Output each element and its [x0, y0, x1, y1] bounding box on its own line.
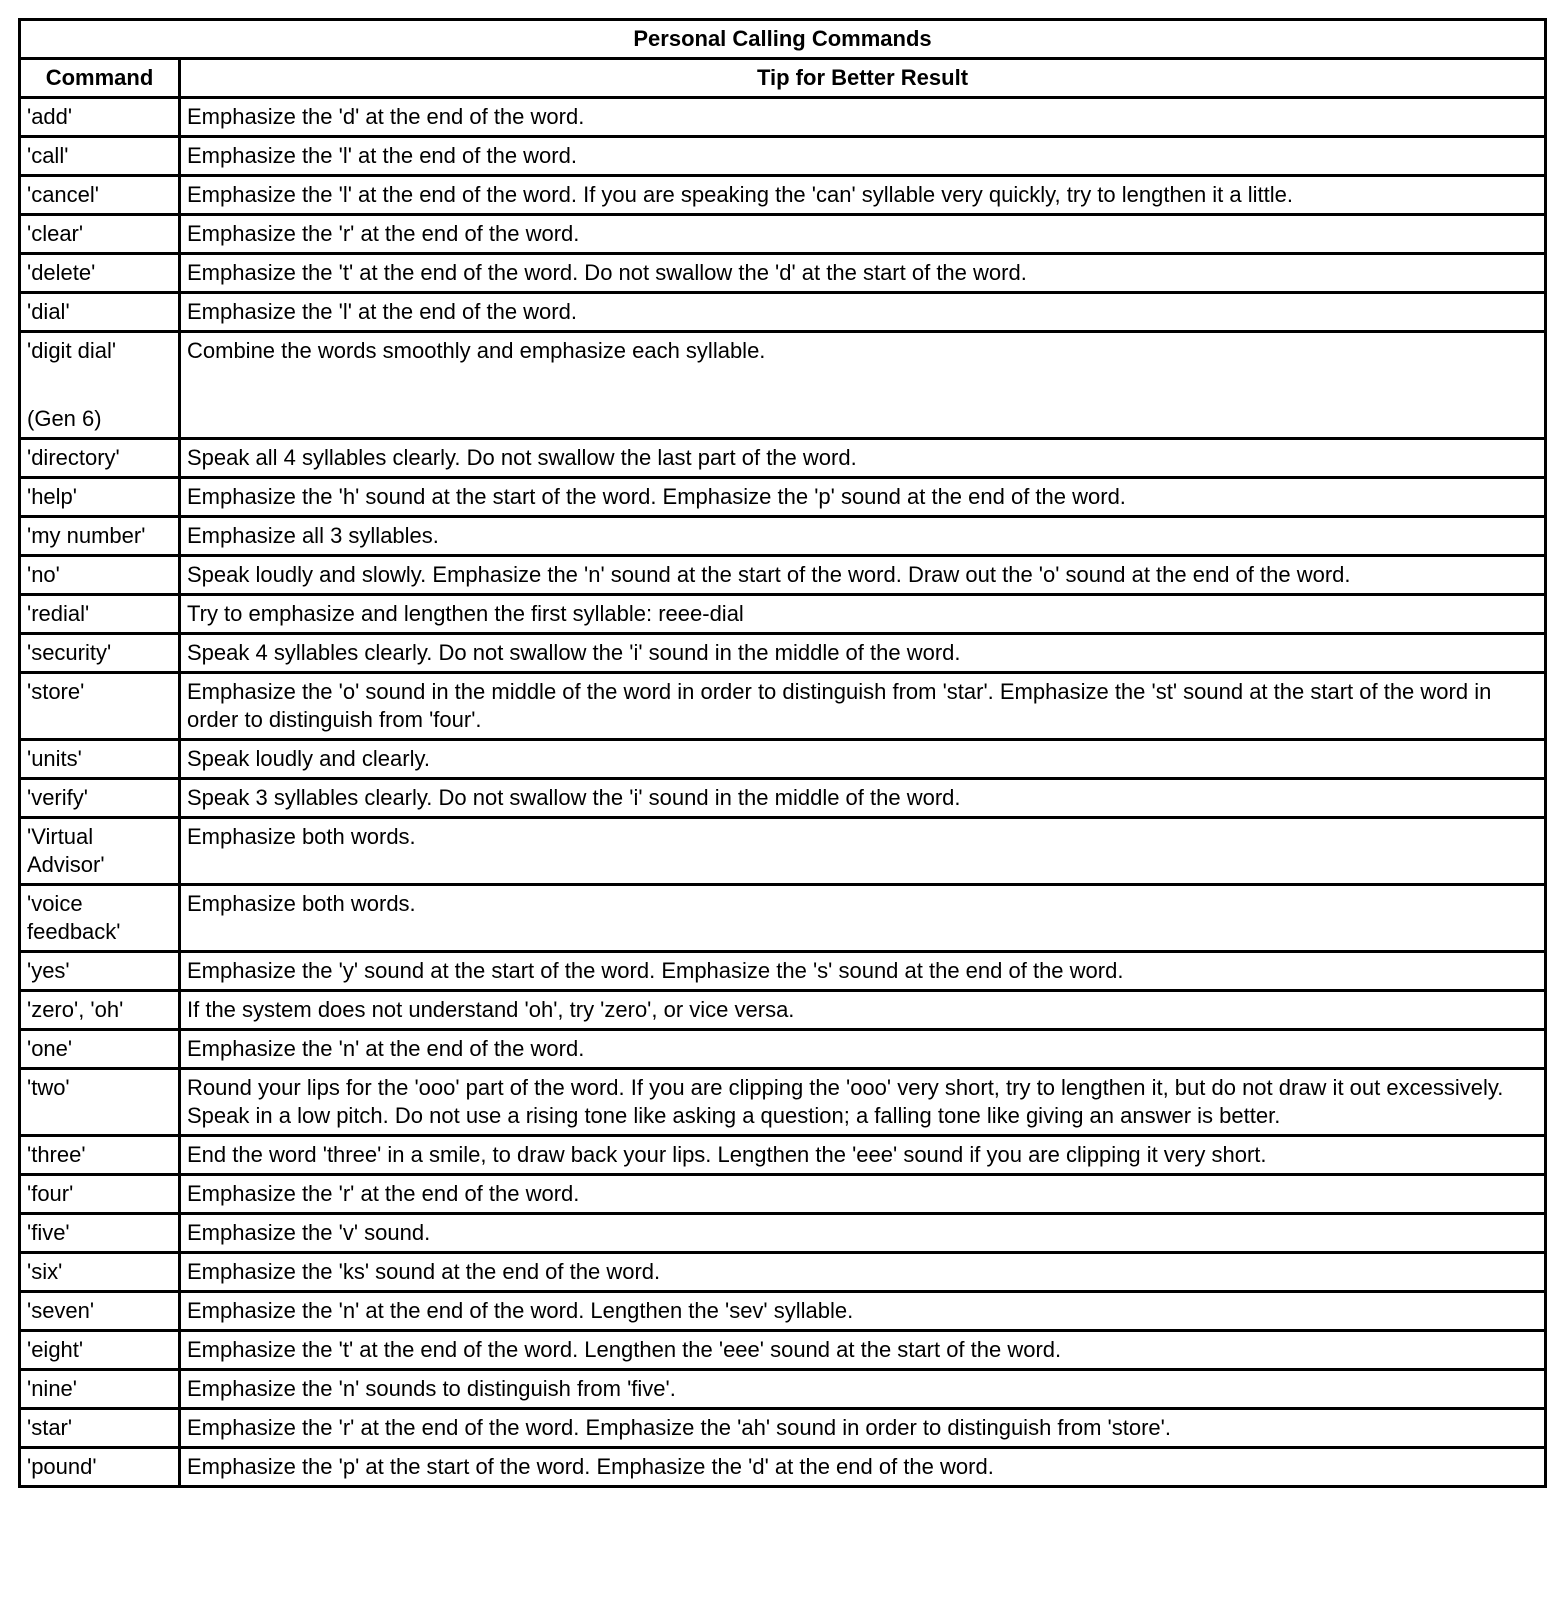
command-cell: 'clear' [20, 215, 180, 254]
command-cell: 'no' [20, 556, 180, 595]
table-row [20, 1136, 1546, 1175]
command-cell: 'one' [20, 1030, 180, 1069]
tip-cell: Try to emphasize and lengthen the first syllable: reee-dial [180, 595, 1546, 634]
table-row [20, 1331, 1546, 1370]
command-text: 'digit dial' [27, 338, 117, 363]
table-row [20, 634, 1546, 673]
tip-cell: Emphasize the 'r' at the end of the word. [180, 215, 1546, 254]
command-cell: 'seven' [20, 1292, 180, 1331]
table-row [20, 1030, 1546, 1069]
command-cell: 'yes' [20, 952, 180, 991]
table-row [20, 779, 1546, 818]
tip-cell: Emphasize the 'y' sound at the start of the word. Emphasize the 's' sound at the end of the word. [180, 952, 1546, 991]
tip-cell: Combine the words smoothly and emphasize each syllable. [180, 332, 1546, 439]
tip-cell: Emphasize the 'l' at the end of the word. If you are speaking the 'can' syllable very quickly, try to lengthen it a little. [180, 176, 1546, 215]
table-title-row [20, 20, 1546, 59]
command-cell: 'nine' [20, 1370, 180, 1409]
tip-cell: Emphasize the 'r' at the end of the word. Emphasize the 'ah' sound in order to distinguish from 'store'. [180, 1409, 1546, 1448]
table-header-row [20, 59, 1546, 98]
table-row [20, 673, 1546, 740]
command-cell: 'directory' [20, 439, 180, 478]
table-row [20, 595, 1546, 634]
tip-cell: Speak 3 syllables clearly. Do not swallow the 'i' sound in the middle of the word. [180, 779, 1546, 818]
table-row [20, 439, 1546, 478]
table-row [20, 1175, 1546, 1214]
tip-cell: Emphasize the 'l' at the end of the word. [180, 293, 1546, 332]
tip-cell: Emphasize the 'n' sounds to distinguish from 'five'. [180, 1370, 1546, 1409]
tip-cell: Speak loudly and slowly. Emphasize the 'n' sound at the start of the word. Draw out the 'o' sound at the end of the word. [180, 556, 1546, 595]
tip-cell: Emphasize the 'l' at the end of the word. [180, 137, 1546, 176]
cell-spacer [27, 365, 173, 405]
table-row [20, 293, 1546, 332]
table-row [20, 254, 1546, 293]
table-row [20, 1370, 1546, 1409]
tip-cell: Emphasize both words. [180, 818, 1546, 885]
tip-cell: Emphasize the 'p' at the start of the word. Emphasize the 'd' at the end of the word. [180, 1448, 1546, 1487]
table-row [20, 1069, 1546, 1136]
table-row [20, 98, 1546, 137]
command-cell: 'pound' [20, 1448, 180, 1487]
table-row [20, 517, 1546, 556]
tip-cell: Emphasize the 'd' at the end of the word. [180, 98, 1546, 137]
table-row [20, 740, 1546, 779]
table-row [20, 1253, 1546, 1292]
command-cell: 'security' [20, 634, 180, 673]
command-note: (Gen 6) [27, 406, 102, 431]
tip-cell: Emphasize the 'n' at the end of the word. Lengthen the 'sev' syllable. [180, 1292, 1546, 1331]
table-row [20, 1409, 1546, 1448]
table-row [20, 478, 1546, 517]
command-cell: 'delete' [20, 254, 180, 293]
table-row [20, 991, 1546, 1030]
tip-cell: Emphasize the 'r' at the end of the word. [180, 1175, 1546, 1214]
command-cell: 'zero', 'oh' [20, 991, 180, 1030]
tip-cell: Speak all 4 syllables clearly. Do not swallow the last part of the word. [180, 439, 1546, 478]
tip-cell: Speak loudly and clearly. [180, 740, 1546, 779]
table-row [20, 176, 1546, 215]
command-cell: 'call' [20, 137, 180, 176]
table-row [20, 1214, 1546, 1253]
table-row [20, 885, 1546, 952]
command-cell: 'my number' [20, 517, 180, 556]
command-cell: 'verify' [20, 779, 180, 818]
command-cell: 'six' [20, 1253, 180, 1292]
personal-calling-commands-table [18, 18, 1547, 1488]
table-row [20, 1292, 1546, 1331]
tip-cell: Emphasize the 'v' sound. [180, 1214, 1546, 1253]
command-cell: 'add' [20, 98, 180, 137]
command-cell: 'voice feedback' [20, 885, 180, 952]
command-cell: 'help' [20, 478, 180, 517]
command-cell: 'store' [20, 673, 180, 740]
table-body [20, 98, 1546, 1487]
command-cell: 'eight' [20, 1331, 180, 1370]
command-cell: 'dial' [20, 293, 180, 332]
table-row [20, 332, 1546, 439]
table-row [20, 1448, 1546, 1487]
column-header-tip: Tip for Better Result [180, 59, 1546, 98]
table-row [20, 137, 1546, 176]
command-cell: 'five' [20, 1214, 180, 1253]
command-cell: 'units' [20, 740, 180, 779]
tip-cell: If the system does not understand 'oh', try 'zero', or vice versa. [180, 991, 1546, 1030]
tip-cell: Emphasize the 't' at the end of the word. Lengthen the 'eee' sound at the start of the word. [180, 1331, 1546, 1370]
tip-cell: Emphasize the 'o' sound in the middle of the word in order to distinguish from 'star'. Emphasize the 'st' sound at the start of the word in order to distinguish from 'four'. [180, 673, 1546, 740]
tip-cell: End the word 'three' in a smile, to draw back your lips. Lengthen the 'eee' sound if you are clipping it very short. [180, 1136, 1546, 1175]
command-cell: 'Virtual Advisor' [20, 818, 180, 885]
table-row [20, 556, 1546, 595]
tip-cell: Emphasize all 3 syllables. [180, 517, 1546, 556]
tip-cell: Emphasize both words. [180, 885, 1546, 952]
command-cell: 'cancel' [20, 176, 180, 215]
tip-cell: Speak 4 syllables clearly. Do not swallow the 'i' sound in the middle of the word. [180, 634, 1546, 673]
table-row [20, 215, 1546, 254]
command-cell: 'two' [20, 1069, 180, 1136]
command-cell: 'redial' [20, 595, 180, 634]
tip-cell: Round your lips for the 'ooo' part of the word. If you are clipping the 'ooo' very short, try to lengthen it, but do not draw it out excessively. Speak in a low pitch. Do not use a rising tone like asking a question; a falling tone like giving an answer is better. [180, 1069, 1546, 1136]
table-title: Personal Calling Commands [20, 20, 1546, 59]
tip-cell: Emphasize the 'h' sound at the start of the word. Emphasize the 'p' sound at the end of the word. [180, 478, 1546, 517]
column-header-command: Command [20, 59, 180, 98]
table-row [20, 952, 1546, 991]
command-cell: 'three' [20, 1136, 180, 1175]
command-cell [20, 332, 180, 439]
tip-cell: Emphasize the 'ks' sound at the end of the word. [180, 1253, 1546, 1292]
tip-cell: Emphasize the 'n' at the end of the word. [180, 1030, 1546, 1069]
tip-cell: Emphasize the 't' at the end of the word. Do not swallow the 'd' at the start of the word. [180, 254, 1546, 293]
command-cell: 'star' [20, 1409, 180, 1448]
command-cell: 'four' [20, 1175, 180, 1214]
table-row [20, 818, 1546, 885]
